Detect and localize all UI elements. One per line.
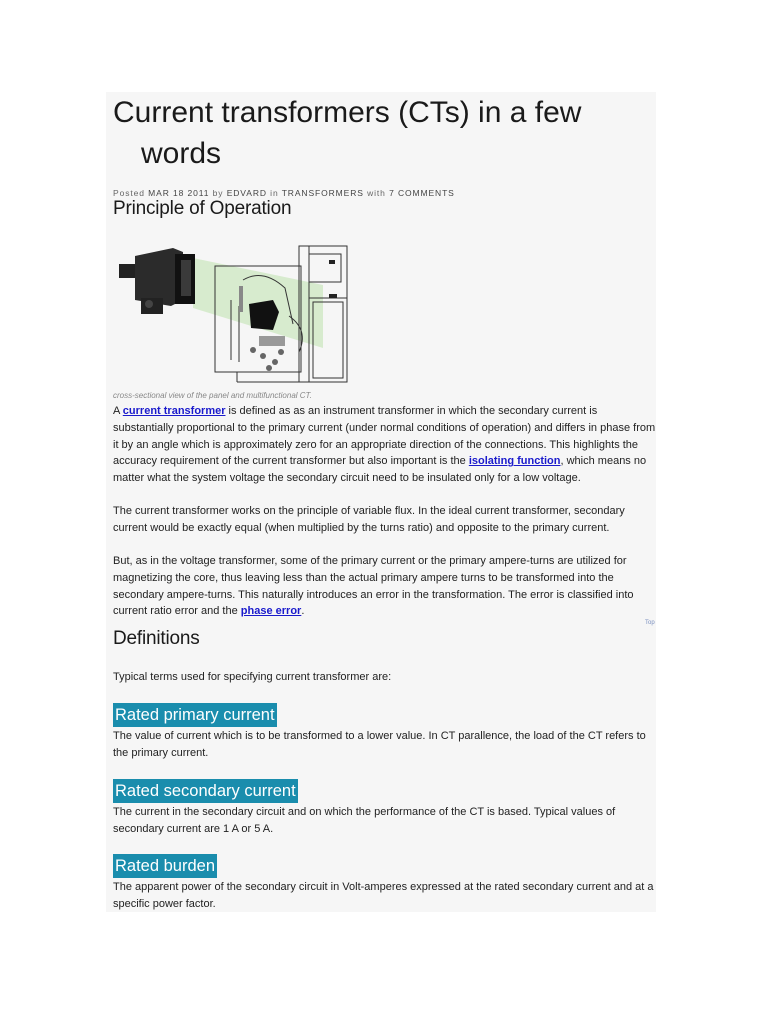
definitions-intro: Typical terms used for specifying current transformer are: [113, 671, 392, 683]
section-heading-principle: Principle of Operation [113, 198, 292, 219]
paragraph-errors [113, 553, 656, 620]
term-rated-primary-current: Rated primary current [113, 703, 277, 727]
link-current-transformer[interactable]: current transformer [122, 405, 226, 417]
paragraph-variable-flux: The current transformer works on the principle of variable flux. In the ideal current transformer, secondary current would be exactly equal (when multiplied by the turns ratio) and opposite to the primary current. [113, 505, 625, 534]
term-rated-secondary-current: Rated secondary current [113, 779, 298, 803]
section-heading-definitions: Definitions [113, 628, 200, 649]
p3-text-b: . [301, 605, 305, 618]
title-line-1: Current transformers (CTs) in a few [113, 96, 582, 129]
link-isolating-function[interactable]: isolating function [468, 455, 561, 468]
paragraph-definition [113, 403, 656, 487]
p3-text-a: But, as in the voltage transformer, some of the primary current or the primary ampere-turns are utilized for magnetizing the core, thus leaving less than the actual primary ampere turns to be transformed into the secondary ampere-turns. This naturally introduces an error in the transformation. The error is classified into current ratio error and the [113, 555, 634, 618]
figure-caption: cross-sectional view of the panel and multifunctional CT. [113, 391, 312, 400]
meta-with: with [367, 188, 386, 198]
title-line-2: words [141, 137, 222, 170]
definition-rated-burden: The apparent power of the secondary circuit in Volt-amperes expressed at the rated secondary current and at a specific power factor. [113, 881, 654, 910]
post-author-link[interactable]: EDVARD [226, 188, 267, 198]
post-meta [113, 188, 455, 198]
post-date: MAR 18 2011 [148, 188, 210, 198]
post-comments-link[interactable]: 7 COMMENTS [389, 188, 455, 198]
article-title [113, 92, 653, 174]
p1-text-a: A [113, 405, 123, 417]
definition-rated-primary-current: The value of current which is to be transformed to a lower value. In CT parallence, the load of the CT refers to the primary current. [113, 730, 646, 759]
meta-posted: Posted [113, 188, 145, 198]
p1-text-c: , which means no matter what the system voltage the secondary circuit need to be insulated only for a low voltage. [113, 455, 647, 485]
definition-rated-secondary-current: The current in the secondary circuit and on which the performance of the CT is based. Typical values of secondary current are 1 A or 5 A. [113, 806, 616, 835]
link-phase-error[interactable]: phase error [240, 605, 302, 618]
meta-in: in [270, 188, 279, 198]
ct-panel-diagram [113, 240, 353, 386]
post-category-link[interactable]: TRANSFORMERS [281, 188, 364, 198]
back-to-top-link[interactable]: Top [645, 620, 655, 626]
meta-by: by [212, 188, 224, 198]
p1-text-b: is defined as as an instrument transformer in which the secondary current is substantially proportional to the primary current (under normal conditions of operation) and differs in phase from it by an angle which is approximately zero for an appropriate direction of the connections. This highlights the accuracy requirement of the current transformer but also important is the [113, 405, 656, 468]
term-rated-burden: Rated burden [113, 854, 217, 878]
